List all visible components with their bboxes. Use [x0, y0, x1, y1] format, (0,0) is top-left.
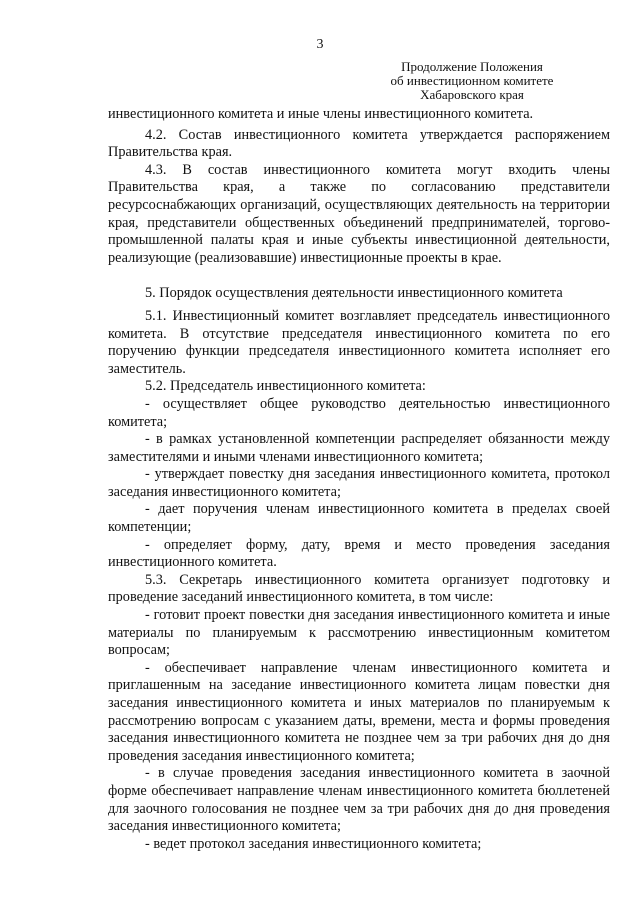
- document-continuation-header: [352, 60, 592, 102]
- list-item: - определяет форму, дату, время и место проведения заседания инвестиционного комитета.: [108, 536, 610, 571]
- list-item: - в случае проведения заседания инвестиционного комитета в заочной форме обеспечивает направление членам инвестиционного комитета бюллетеней для заочного голосования не позднее чем за три рабочих дня до дня проведения заседания инвестиционного комитета;: [108, 765, 610, 835]
- list-item: - готовит проект повестки дня заседания инвестиционного комитета и иные материалы по планируемым к рассмотрению инвестиционным комитетом вопросам;: [108, 607, 610, 659]
- list-item: - обеспечивает направление членам инвестиционного комитета и приглашенным на заседание инвестиционного комитета лицам повестки дня заседания инвестиционного комитета и иных материалов по планируемым к рассмотрению вопросам с указанием даты, времени, места и формы проведения заседания инвестиционного комитета не позднее чем за три рабочих дня до дня проведения заседания инвестиционного комитета;: [108, 659, 610, 764]
- header-line: Продолжение Положения: [401, 59, 543, 74]
- page-number: 3: [316, 37, 324, 52]
- header-line: об инвестиционном комитете: [390, 73, 554, 88]
- list-item: - утверждает повестку дня заседания инвестиционного комитета, протокол заседания инвестиционного комитета;: [108, 466, 610, 500]
- list-item: - ведет протокол заседания инвестиционного комитета;: [145, 835, 482, 852]
- paragraph-4-3: 4.3. В состав инвестиционного комитета могут входить члены Правительства края, а также по согласованию представители ресурсоснабжающих организаций, осуществляющих деятельность на территории края, представители общественных объединений предпринимателей, торгово-промышленной палаты края и иные субъекты инвестиционной деятельности, реализующие (реализовавшие) инвестиционные проекты в крае.: [108, 161, 610, 266]
- document-body: [108, 106, 610, 853]
- paragraph-5-1: 5.1. Инвестиционный комитет возглавляет председатель инвестиционного комитета. В отсутствие председателя инвестиционного комитета по его поручению функции председателя инвестиционного комитета исполняет его заместитель.: [108, 307, 610, 377]
- paragraph-5-3: 5.3. Секретарь инвестиционного комитета организует подготовку и проведение заседаний инвестиционного комитета, в том числе:: [108, 571, 610, 606]
- header-line: Хабаровского края: [420, 87, 524, 102]
- paragraph-5-2: 5.2. Председатель инвестиционного комитета:: [145, 378, 426, 395]
- list-item: - в рамках установленной компетенции распределяет обязанности между заместителями и иными членами инвестиционного комитета;: [108, 431, 610, 465]
- list-item: - осуществляет общее руководство деятельностью инвестиционного комитета;: [108, 395, 610, 430]
- list-item: - дает поручения членам инвестиционного комитета в пределах своей компетенции;: [108, 501, 610, 536]
- section-heading-5: 5. Порядок осуществления деятельности инвестиционного комитета: [145, 285, 563, 302]
- paragraph-continuation: инвестиционного комитета и иные члены инвестиционного комитета.: [108, 106, 534, 122]
- paragraph-4-2: 4.2. Состав инвестиционного комитета утверждается распоряжением Правительства края.: [108, 126, 610, 161]
